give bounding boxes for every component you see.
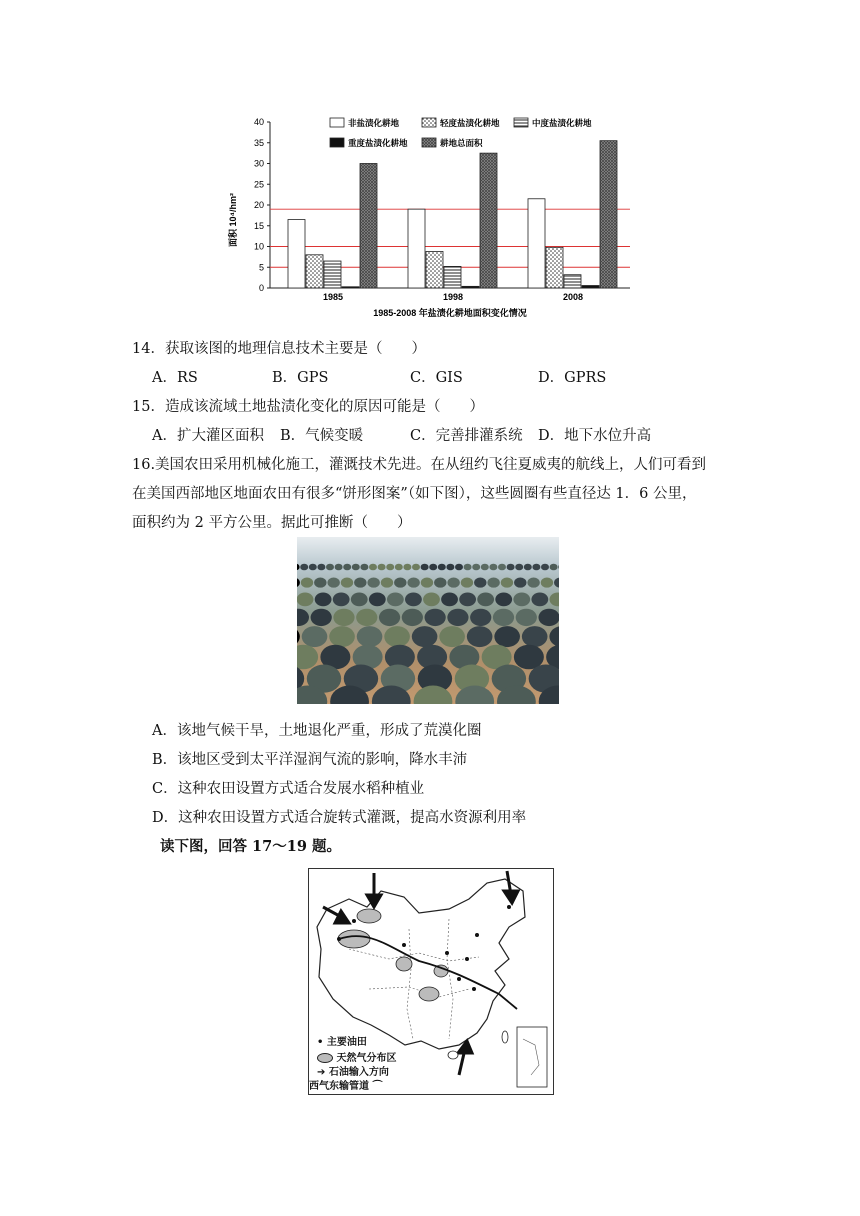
field-circle [351,593,368,607]
legend-gas [317,1049,396,1064]
field-circle [439,626,465,647]
field-circle [524,564,532,571]
field-circle [314,578,326,588]
q14-option-a: A．RS [152,370,198,386]
bar-dots [426,251,443,288]
field-circle [412,626,438,647]
legend-label: 轻度盐渍化耕地 [440,118,500,128]
q15-option-d: D．地下水位升高 [538,428,652,444]
field-circle [527,578,539,588]
field-circle [541,564,549,571]
field-circle [378,564,386,571]
field-circle [405,593,422,607]
bar-white [408,209,425,288]
field-circle [515,564,523,571]
field-circle [550,564,558,571]
pipeline-line-icon: ⌒ [372,1081,383,1092]
q14-option-c: C．GIS [410,370,463,386]
question-16-line-2: 在美国西部地区地面农田有很多“饼形图案”（如下图），这些圆圈有些直径达 1．6 公里， [132,486,697,502]
gas-area-icon [317,1053,333,1063]
y-tick-label: 35 [253,137,264,148]
bar-dots [546,247,563,288]
question-16-line-3: 面积约为 2 平方公里。据此可推断（ ） [132,515,412,531]
legend-oil-in-label: 石油输入方向 [328,1067,389,1078]
field-circle [423,593,440,607]
field-circle [315,593,332,607]
x-tick-label: 1998 [442,292,464,302]
field-circle [489,564,497,571]
legend-label: 非盐渍化耕地 [348,118,400,128]
legend-label: 耕地总面积 [440,138,483,148]
field-circle [354,578,366,588]
field-circle [369,593,386,607]
q15-option-b: B．气候变暖 [280,428,364,444]
field-circle [421,578,433,588]
field-circle [407,578,419,588]
bar-crosshatch [600,141,617,288]
q14-option-d: D．GPRS [538,370,607,386]
field-circle [341,578,353,588]
field-circle [300,564,308,571]
y-tick-label: 5 [258,262,264,273]
bar-hlines [444,266,461,288]
q16-option-a: A．该地气候干旱，土地退化严重，形成了荒漠化圈 [152,723,482,739]
legend-swatch [422,138,436,147]
field-circle [311,609,332,626]
y-tick-label: 30 [253,158,264,169]
salinization-bar-chart [222,110,642,325]
y-tick-label: 0 [258,283,264,293]
field-circle [302,626,328,647]
field-circle [360,564,368,571]
field-circle [455,564,463,571]
bar-crosshatch [360,164,377,289]
y-axis-label: 面积 10⁴/hm² [228,193,238,247]
field-circle [494,626,520,647]
field-circle [309,564,317,571]
field-circle [472,564,480,571]
field-circle [425,609,446,626]
legend-pipeline-label: 西气东输管道 [309,1081,369,1092]
field-circle [402,609,423,626]
field-circle [384,626,410,647]
x-tick-label: 1985 [322,292,344,302]
field-circle [447,609,468,626]
legend-swatch [330,138,344,147]
field-circle [369,564,377,571]
field-circle [522,626,548,647]
field-circle [446,564,454,571]
field-circle [333,609,354,626]
legend-oil-in [317,1063,389,1078]
y-tick-label: 10 [253,241,264,252]
question-17-19-intro: 读下图，回答 17～19 题。 [160,838,341,855]
field-circle [507,564,515,571]
arrow-right-icon: ➔ [317,1067,326,1078]
legend-swatch [330,118,344,127]
china-energy-map [308,868,554,1095]
x-tick-label: 2008 [562,292,584,302]
field-circle [327,578,339,588]
legend-label: 重度盐渍化耕地 [348,138,408,148]
field-circle [513,593,530,607]
legend-oilfield: • 主要油田 [317,1037,367,1048]
y-tick-label: 25 [253,179,264,190]
bar-hlines [564,275,581,288]
q16-option-b: B．该地区受到太平洋湿润气流的影响，降水丰沛 [152,752,468,768]
bar-black [342,287,359,288]
field-circle [495,593,512,607]
bar-black [462,286,479,288]
field-circle [461,578,473,588]
field-circle [386,564,394,571]
field-circle [357,626,383,647]
field-circle [447,578,459,588]
y-tick-label: 15 [253,220,264,231]
field-circle [493,609,514,626]
field-circle [379,609,400,626]
field-circle [429,564,437,571]
field-circle [501,578,513,588]
field-circle [421,564,429,571]
legend-swatch [422,118,436,127]
q16-option-d: D．这种农田设置方式适合旋转式灌溉，提高水资源利用率 [152,810,527,826]
field-circle [481,564,489,571]
q16-option-c: C．这种农田设置方式适合发展水稻种植业 [152,781,425,797]
bar-crosshatch [480,153,497,288]
bar-white [288,220,305,288]
field-circle [531,593,548,607]
field-circle [498,564,506,571]
field-circle [532,564,540,571]
question-16-line-1: 16.美国农田采用机械化施工，灌溉技术先进。在从纽约飞往夏威夷的航线上，人们可看到 [132,457,707,473]
field-circle [412,564,420,571]
legend-swatch [514,118,528,127]
field-circle [434,578,446,588]
field-circle [464,564,472,571]
bar-dots [306,255,323,288]
field-circle [367,578,379,588]
q14-option-b: B．GPS [272,370,329,386]
bar-black [582,286,599,288]
legend-gas-label: 天然气分布区 [336,1053,397,1064]
field-circle [467,626,493,647]
field-circle [474,578,486,588]
field-circle [352,564,360,571]
field-circle [387,593,404,607]
field-circle [459,593,476,607]
field-circle [514,578,526,588]
field-circle [335,564,343,571]
field-circle [356,609,377,626]
chart-title: 1985-2008 年盐渍化耕地面积变化情况 [373,308,527,318]
y-tick-label: 40 [253,117,264,127]
chart-svg [222,110,642,325]
bar-hlines [324,261,341,288]
field-circle [516,609,537,626]
field-circle [394,578,406,588]
field-circle [403,564,411,571]
field-circle [317,564,325,571]
field-circle [326,564,334,571]
field-circle [297,593,313,607]
bar-white [528,199,545,288]
legend-label: 中度盐渍化耕地 [532,118,592,128]
field-circle [538,609,559,626]
question-15: 15．造成该流域土地盐渍化变化的原因可能是（ ） [132,399,484,415]
question-14: 14．获取该图的地理信息技术主要是（ ） [132,341,426,357]
y-tick-label: 20 [253,200,264,210]
field-circle [381,578,393,588]
field-circle [487,578,499,588]
field-circle [343,564,351,571]
field-circle [477,593,494,607]
legend-pipeline [309,1077,382,1092]
pivot-irrigation-photo [297,537,559,704]
field-circle [329,626,355,647]
field-circle [470,609,491,626]
field-circle [541,578,553,588]
field-circle [301,578,313,588]
field-circle [395,564,403,571]
field-circle [333,593,350,607]
q15-option-a: A．扩大灌区面积 [152,428,264,444]
field-circle [441,593,458,607]
q15-option-c: C．完善排灌系统 [410,428,523,444]
field-circle [438,564,446,571]
